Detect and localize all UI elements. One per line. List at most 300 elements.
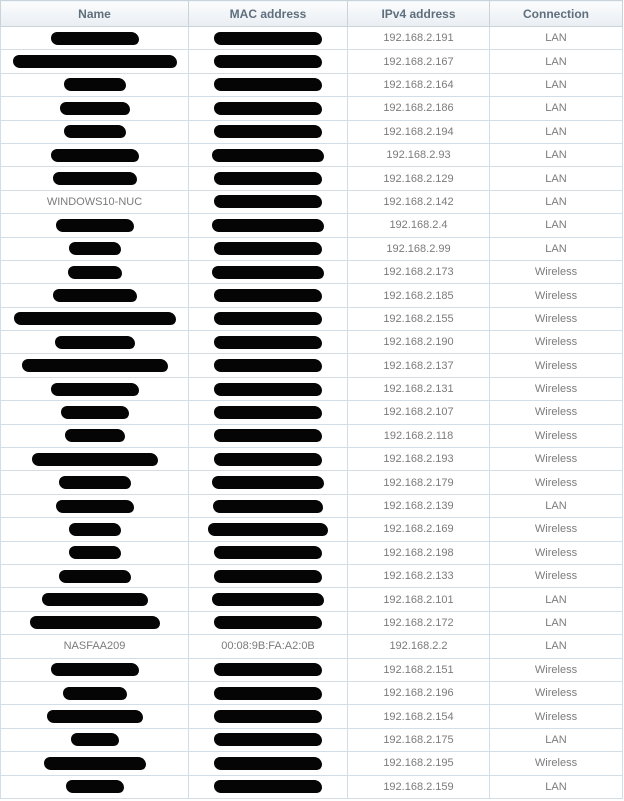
redaction-mark (22, 359, 168, 372)
table-row[interactable] (1, 775, 623, 798)
connection-type-cell-text: Wireless (534, 359, 578, 372)
redaction-mark (212, 266, 324, 279)
device-name-cell (1, 635, 189, 658)
ipv4-address-cell (348, 167, 490, 190)
table-row[interactable] (1, 354, 623, 377)
ipv4-address-cell-text: 192.168.2.194 (383, 125, 454, 138)
redaction-mark (214, 733, 322, 746)
ipv4-address-cell-text: 192.168.2.101 (383, 593, 454, 606)
connection-type-cell-text: Wireless (534, 663, 578, 676)
connection-type-cell (490, 658, 623, 681)
redaction-mark (59, 570, 131, 583)
connection-type-cell-text: LAN (545, 172, 567, 185)
connection-type-cell-text: LAN (545, 102, 567, 115)
connection-type-cell (490, 73, 623, 96)
ipv4-address-cell (348, 331, 490, 354)
mac-address-cell (189, 401, 348, 424)
device-name-cell (1, 494, 189, 517)
table-row[interactable] (1, 97, 623, 120)
device-list (1, 27, 623, 799)
redaction-mark (214, 32, 322, 45)
ipv4-address-cell (348, 541, 490, 564)
ipv4-address-cell-text: 192.168.2.129 (383, 172, 454, 185)
redaction-mark (69, 546, 121, 559)
ipv4-address-cell-text: 192.168.2.193 (383, 453, 454, 466)
redaction-mark (53, 172, 137, 185)
connection-type-cell-text: Wireless (534, 476, 578, 489)
device-name-cell (1, 401, 189, 424)
connection-type-cell (490, 448, 623, 471)
ipv4-address-cell (348, 190, 490, 213)
device-name-cell (1, 190, 189, 213)
mac-address-cell (189, 541, 348, 564)
connection-type-cell (490, 167, 623, 190)
ipv4-address-cell-text: 192.168.2.164 (383, 79, 454, 92)
redaction-mark (214, 780, 322, 793)
device-name-cell (1, 377, 189, 400)
table-row[interactable] (1, 564, 623, 587)
ipv4-address-cell (348, 775, 490, 798)
mac-address-cell (189, 588, 348, 611)
connection-type-cell-text: LAN (545, 219, 567, 232)
redaction-mark (61, 406, 129, 419)
redaction-mark (68, 266, 122, 279)
ipv4-address-cell (348, 307, 490, 330)
ipv4-address-cell-text: 192.168.2.137 (383, 359, 454, 372)
ipv4-address-cell-text: 192.168.2.4 (389, 219, 448, 232)
table-row[interactable] (1, 658, 623, 681)
redaction-mark (214, 710, 322, 723)
mac-address-cell (189, 775, 348, 798)
ipv4-address-cell-text: 192.168.2.185 (383, 289, 454, 302)
connection-type-cell-text: LAN (545, 55, 567, 68)
redaction-mark (214, 55, 322, 68)
redaction-mark (214, 570, 322, 583)
redaction-mark (56, 219, 134, 232)
redaction-mark (69, 523, 121, 536)
table-row[interactable] (1, 307, 623, 330)
ipv4-address-cell (348, 424, 490, 447)
mac-address-cell (189, 752, 348, 775)
redaction-mark (214, 429, 322, 442)
device-name-cell (1, 471, 189, 494)
ipv4-address-cell (348, 73, 490, 96)
mac-address-cell (189, 307, 348, 330)
table-row[interactable] (1, 681, 623, 704)
connection-type-cell (490, 377, 623, 400)
mac-address-cell (189, 377, 348, 400)
redaction-mark (214, 172, 322, 185)
ipv4-address-cell (348, 494, 490, 517)
device-name-cell (1, 27, 189, 50)
device-name-cell (1, 214, 189, 237)
redaction-mark (214, 383, 322, 396)
redaction-mark (55, 336, 135, 349)
table-row[interactable] (1, 471, 623, 494)
connection-type-cell-text: Wireless (534, 546, 578, 559)
ipv4-address-cell (348, 214, 490, 237)
table-row[interactable] (1, 448, 623, 471)
column-header-connection[interactable]: Connection (490, 1, 623, 27)
ipv4-address-cell-text: 192.168.2.93 (386, 149, 451, 162)
table-header-row (1, 1, 623, 27)
table-row[interactable] (1, 541, 623, 564)
column-header-mac[interactable]: MAC address (189, 1, 348, 27)
table-row[interactable] (1, 728, 623, 751)
connection-type-cell (490, 143, 623, 166)
redaction-mark (213, 500, 323, 513)
device-name-cell (1, 307, 189, 330)
table-row[interactable] (1, 190, 623, 213)
device-name-cell (1, 120, 189, 143)
table-row[interactable] (1, 752, 623, 775)
connection-type-cell (490, 354, 623, 377)
ipv4-address-cell-text: 192.168.2.190 (383, 336, 454, 349)
connection-type-cell-text: Wireless (534, 429, 578, 442)
mac-address-cell (189, 611, 348, 634)
ipv4-address-cell (348, 728, 490, 751)
column-header-ip[interactable]: IPv4 address (348, 1, 490, 27)
table-row[interactable] (1, 214, 623, 237)
redaction-mark (63, 687, 127, 700)
ipv4-address-cell (348, 401, 490, 424)
device-name-cell (1, 705, 189, 728)
connection-type-cell (490, 681, 623, 704)
connection-type-cell-text: LAN (545, 195, 567, 208)
redaction-mark (212, 219, 324, 232)
device-name-cell (1, 50, 189, 73)
mac-address-cell (189, 681, 348, 704)
table-row[interactable] (1, 27, 623, 50)
ipv4-address-cell (348, 448, 490, 471)
connection-type-cell-text: LAN (545, 500, 567, 513)
mac-address-cell (189, 190, 348, 213)
connection-type-cell (490, 237, 623, 260)
redaction-mark (214, 616, 322, 629)
ipv4-address-cell-text: 192.168.2.99 (386, 242, 451, 255)
ipv4-address-cell (348, 27, 490, 50)
redaction-mark (59, 476, 131, 489)
ipv4-address-cell-text: 192.168.2.155 (383, 312, 454, 325)
device-name-cell (1, 564, 189, 587)
redaction-mark (214, 663, 322, 676)
redaction-mark (60, 102, 130, 115)
redaction-mark (69, 242, 121, 255)
redaction-mark (66, 780, 124, 793)
table-row[interactable] (1, 284, 623, 307)
connection-type-cell (490, 424, 623, 447)
ipv4-address-cell-text: 192.168.2.179 (383, 476, 454, 489)
mac-address-cell (189, 214, 348, 237)
ipv4-address-cell-text: 192.168.2.133 (383, 570, 454, 583)
connection-type-cell (490, 190, 623, 213)
connection-type-cell (490, 97, 623, 120)
device-name-cell (1, 97, 189, 120)
connection-type-cell-text: Wireless (534, 710, 578, 723)
connection-type-cell-text: Wireless (534, 453, 578, 466)
mac-address-cell (189, 471, 348, 494)
mac-address-cell (189, 424, 348, 447)
mac-address-cell (189, 705, 348, 728)
redaction-mark (214, 687, 322, 700)
ipv4-address-cell-text: 192.168.2.131 (383, 383, 454, 396)
connection-type-cell (490, 635, 623, 658)
ipv4-address-cell-text: 192.168.2.169 (383, 523, 454, 536)
mac-address-cell (189, 518, 348, 541)
mac-address-cell-text: 00:08:9B:FA:A2:0B (221, 640, 315, 653)
ipv4-address-cell-text: 192.168.2.198 (383, 546, 454, 559)
ipv4-address-cell-text: 192.168.2.195 (383, 757, 454, 770)
connection-type-cell-text: LAN (545, 79, 567, 92)
mac-address-cell (189, 97, 348, 120)
redaction-mark (208, 523, 328, 536)
device-name-cell (1, 260, 189, 283)
redaction-mark (214, 546, 322, 559)
ipv4-address-cell (348, 752, 490, 775)
ipv4-address-cell-text: 192.168.2.172 (383, 617, 454, 629)
mac-address-cell (189, 635, 348, 658)
ipv4-address-cell (348, 588, 490, 611)
table-row[interactable] (1, 494, 623, 517)
device-name-cell (1, 284, 189, 307)
connection-type-cell-text: LAN (545, 593, 567, 606)
connection-type-cell (490, 307, 623, 330)
redaction-mark (214, 453, 322, 466)
mac-address-cell (189, 331, 348, 354)
device-name-cell (1, 237, 189, 260)
redaction-mark (47, 710, 143, 723)
table-row[interactable] (1, 401, 623, 424)
redaction-mark (64, 125, 126, 138)
redaction-mark (214, 336, 322, 349)
ipv4-address-cell-text: 192.168.2.139 (383, 500, 454, 513)
table-row[interactable] (1, 73, 623, 96)
connection-type-cell (490, 752, 623, 775)
redaction-mark (13, 55, 177, 68)
connection-type-cell (490, 401, 623, 424)
table-row[interactable] (1, 237, 623, 260)
ipv4-address-cell (348, 471, 490, 494)
mac-address-cell (189, 120, 348, 143)
ipv4-address-cell-text: 192.168.2.159 (383, 780, 454, 793)
connection-type-cell-text: Wireless (534, 289, 578, 302)
redaction-mark (32, 453, 158, 466)
redaction-mark (44, 757, 146, 770)
device-name-cell (1, 658, 189, 681)
connection-type-cell (490, 564, 623, 587)
redaction-mark (214, 195, 322, 208)
connection-type-cell (490, 50, 623, 73)
ipv4-address-cell-text: 192.168.2.167 (383, 55, 454, 68)
redaction-mark (214, 406, 322, 419)
mac-address-cell (189, 284, 348, 307)
redaction-mark (212, 476, 324, 489)
connection-type-cell (490, 518, 623, 541)
connection-type-cell (490, 120, 623, 143)
redaction-mark (42, 593, 148, 606)
connection-type-cell-text: Wireless (534, 687, 578, 700)
table-row[interactable] (1, 331, 623, 354)
device-name-cell (1, 728, 189, 751)
ipv4-address-cell-text: 192.168.2.118 (383, 429, 454, 442)
device-name-cell (1, 167, 189, 190)
ipv4-address-cell-text: 192.168.2.186 (383, 102, 454, 115)
redaction-mark (51, 663, 139, 676)
connection-type-cell (490, 284, 623, 307)
redaction-mark (51, 149, 139, 162)
ipv4-address-cell (348, 120, 490, 143)
column-header-name[interactable]: Name (1, 1, 189, 27)
mac-address-cell (189, 50, 348, 73)
ipv4-address-cell-text: 192.168.2.191 (383, 32, 454, 45)
table-row[interactable] (1, 518, 623, 541)
ipv4-address-cell-text: 192.168.2.151 (383, 663, 454, 676)
table-row[interactable] (1, 635, 623, 658)
redaction-mark (214, 312, 322, 325)
table-row[interactable] (1, 377, 623, 400)
connection-type-cell (490, 471, 623, 494)
ipv4-address-cell (348, 611, 490, 634)
redaction-mark (64, 78, 126, 91)
connection-type-cell-text: Wireless (534, 266, 578, 279)
device-name-cell (1, 354, 189, 377)
mac-address-cell (189, 260, 348, 283)
redaction-mark (14, 312, 176, 325)
connection-type-cell (490, 260, 623, 283)
table-row[interactable] (1, 424, 623, 447)
ipv4-address-cell (348, 354, 490, 377)
connection-type-cell-text: Wireless (534, 570, 578, 583)
ipv4-address-cell (348, 705, 490, 728)
ipv4-address-cell (348, 97, 490, 120)
ipv4-address-cell (348, 284, 490, 307)
ipv4-address-cell-text: 192.168.2.175 (383, 733, 454, 746)
ipv4-address-cell-text: 192.168.2.142 (383, 195, 454, 208)
table-row[interactable] (1, 50, 623, 73)
ipv4-address-cell-text: 192.168.2.2 (389, 640, 448, 653)
device-name-cell (1, 424, 189, 447)
mac-address-cell (189, 27, 348, 50)
ipv4-address-cell (348, 377, 490, 400)
connection-type-cell-text: Wireless (534, 406, 578, 419)
redaction-mark (214, 757, 322, 770)
ipv4-address-cell-text: 192.168.2.154 (383, 710, 454, 723)
device-name-cell (1, 331, 189, 354)
mac-address-cell (189, 143, 348, 166)
connection-type-cell-text: LAN (545, 733, 567, 746)
ipv4-address-cell-text: 192.168.2.196 (383, 687, 454, 700)
redaction-mark (212, 149, 324, 162)
ipv4-address-cell (348, 260, 490, 283)
connection-type-cell-text: Wireless (534, 312, 578, 325)
connection-type-cell-text: LAN (545, 125, 567, 138)
connection-type-cell-text: LAN (545, 780, 567, 793)
redaction-mark (214, 359, 322, 372)
table-row[interactable] (1, 143, 623, 166)
mac-address-cell (189, 564, 348, 587)
ipv4-address-cell (348, 658, 490, 681)
device-name-cell (1, 518, 189, 541)
ipv4-address-cell (348, 635, 490, 658)
mac-address-cell (189, 237, 348, 260)
redaction-mark (51, 383, 139, 396)
redaction-mark (214, 242, 322, 255)
redaction-mark (212, 593, 324, 606)
table-row[interactable] (1, 167, 623, 190)
connection-type-cell-text: LAN (545, 242, 567, 255)
mac-address-cell (189, 658, 348, 681)
connection-type-cell (490, 214, 623, 237)
mac-address-cell (189, 494, 348, 517)
connection-type-cell-text: LAN (545, 32, 567, 45)
redaction-mark (53, 289, 137, 302)
connection-type-cell (490, 588, 623, 611)
mac-address-cell (189, 73, 348, 96)
redaction-mark (71, 733, 119, 746)
table-row[interactable] (1, 705, 623, 728)
table-row[interactable] (1, 611, 623, 634)
ipv4-address-cell (348, 564, 490, 587)
device-name-cell (1, 588, 189, 611)
redaction-mark (214, 102, 322, 115)
connection-type-cell (490, 494, 623, 517)
connection-type-cell (490, 541, 623, 564)
connection-type-cell (490, 331, 623, 354)
connection-type-cell-text: Wireless (534, 383, 578, 396)
device-name-cell-text: NASFAA209 (63, 640, 126, 653)
redaction-mark (51, 32, 139, 45)
device-name-cell (1, 752, 189, 775)
device-name-cell-text: WINDOWS10-NUC (46, 195, 143, 208)
redaction-mark (214, 125, 322, 138)
device-name-cell (1, 681, 189, 704)
ipv4-address-cell (348, 237, 490, 260)
table-row[interactable] (1, 588, 623, 611)
device-name-cell (1, 611, 189, 634)
redaction-mark (65, 429, 125, 442)
mac-address-cell (189, 354, 348, 377)
connection-type-cell-text: LAN (545, 640, 567, 653)
redaction-mark (30, 616, 160, 629)
connection-type-cell-text: Wireless (534, 757, 578, 770)
connection-type-cell (490, 611, 623, 634)
mac-address-cell (189, 728, 348, 751)
connection-type-cell (490, 705, 623, 728)
ipv4-address-cell (348, 143, 490, 166)
ipv4-address-cell-text: 192.168.2.173 (383, 266, 454, 279)
device-name-cell (1, 775, 189, 798)
device-name-cell (1, 143, 189, 166)
device-name-cell (1, 448, 189, 471)
ipv4-address-cell (348, 50, 490, 73)
connection-type-cell-text: LAN (545, 617, 567, 629)
connection-type-cell (490, 27, 623, 50)
connection-type-cell-text: Wireless (534, 523, 578, 536)
ipv4-address-cell-text: 192.168.2.107 (383, 406, 454, 419)
table-row[interactable] (1, 260, 623, 283)
connection-type-cell-text: Wireless (534, 336, 578, 349)
ipv4-address-cell (348, 518, 490, 541)
table-row[interactable] (1, 120, 623, 143)
connection-type-cell-text: LAN (545, 149, 567, 162)
connection-type-cell (490, 728, 623, 751)
mac-address-cell (189, 167, 348, 190)
device-name-cell (1, 541, 189, 564)
redaction-mark (214, 289, 322, 302)
device-name-cell (1, 73, 189, 96)
redaction-mark (56, 500, 134, 513)
mac-address-cell (189, 448, 348, 471)
